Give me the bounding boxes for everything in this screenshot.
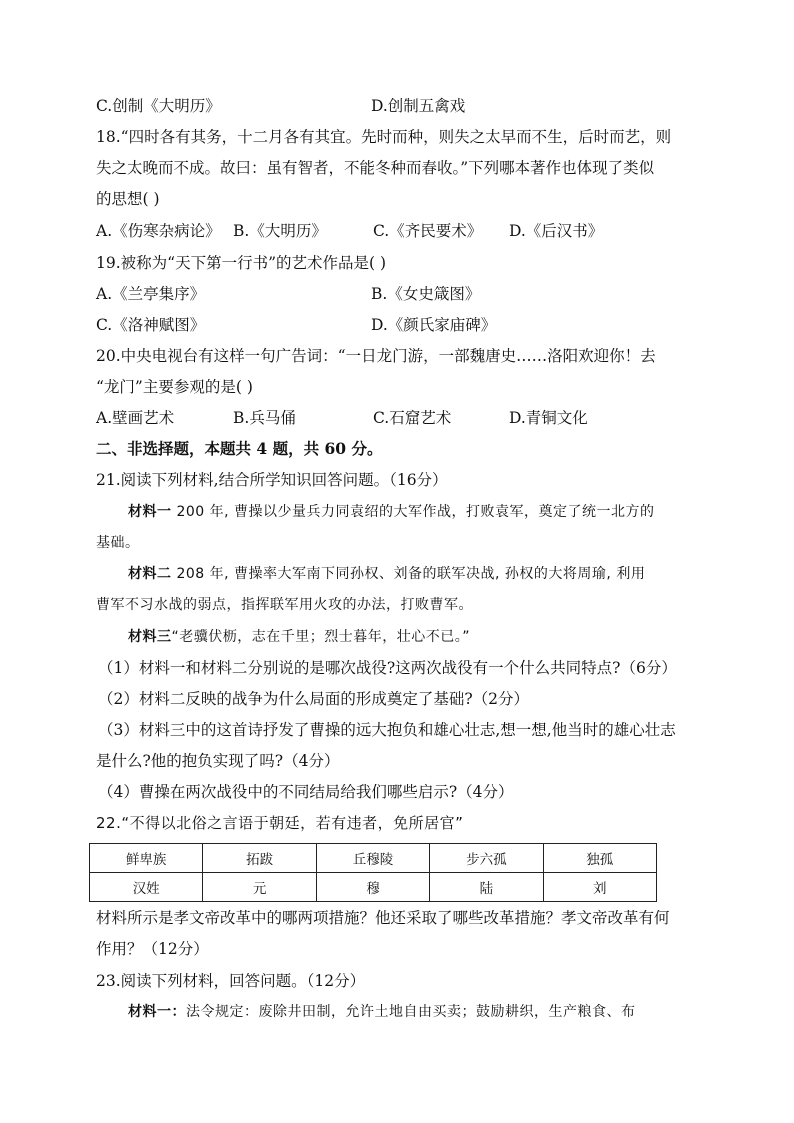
q23-stem: 23.阅读下列材料，回答问题。（12分）: [96, 972, 366, 990]
q23-material1-text: 法令规定：废除井田制，允许土地自由买卖；鼓励耕织，生产粮食、布: [186, 1004, 636, 1020]
table-cell: 丘穆陵: [316, 844, 429, 873]
q21-subquestion-3-line1: （3）材料三中的这首诗抒发了曹操的远大抱负和雄心壮志,想一想,他当时的雄心壮志: [98, 721, 676, 739]
table-cell: 步六孤: [430, 844, 543, 873]
surname-table: [89, 843, 657, 902]
q18-stem-line1: 18.“四时各有其务，十二月各有其宜。先时而种，则失之太早而不生，后时而艺，则: [96, 128, 672, 146]
q21-subquestion-2: （2）材料二反映的战争为什么局面的形成奠定了基础?（2分）: [98, 690, 530, 708]
q21-material3-line1: [128, 627, 470, 647]
q23-material1-label: 材料一：: [128, 1004, 186, 1020]
q18-stem-line2: 失之太晚而不成。故曰：虽有智者，不能冬种而春收。”下列哪本著作也体现了类似: [96, 159, 655, 177]
q19-option-b: B.《女史箴图》: [371, 285, 481, 303]
q21-material2-line2: 曹军不习水战的弱点，指挥联军用火攻的办法，打败曹军。: [96, 597, 473, 613]
q19-option-c: C.《洛神赋图》: [96, 316, 206, 334]
q17-option-c: C.创制《大明历》: [96, 97, 221, 115]
table-row: [90, 873, 657, 902]
q21-material2-label: 材料二: [128, 566, 172, 582]
q20-stem-line1: 20.中央电视台有这样一句广告词：“一日龙门游，一部魏唐史……洛阳欢迎你！去: [96, 347, 656, 365]
q19-stem: 19.被称为“天下第一行书”的艺术作品是( ): [96, 254, 387, 272]
table-cell: 汉姓: [90, 873, 203, 902]
q18-option-b: B.《大明历》: [233, 222, 327, 240]
table-row: [90, 844, 657, 873]
q20-option-b: B.兵马俑: [233, 409, 296, 427]
q21-material3-text: “老骥伏枥，志在千里；烈士暮年，壮心不已。”: [171, 629, 471, 645]
table-cell: 穆: [316, 873, 429, 902]
table-cell: 陆: [430, 873, 543, 902]
q21-subquestion-1: （1）材料一和材料二分别说的是哪次战役?这两次战役有一个什么共同特点?（6分）: [98, 659, 677, 677]
q20-option-a: A.壁画艺术: [96, 409, 175, 427]
q21-material1-label: 材料一: [128, 504, 172, 520]
section2-heading: 二、非选择题，本题共 4 题，共 60 分。: [96, 439, 383, 458]
q18-option-a: A.《伤寒杂病论》: [96, 222, 221, 240]
q21-subquestion-4: （4）曹操在两次战役中的不同结局给我们哪些启示?（4分）: [98, 783, 514, 801]
table-cell: 独孤: [543, 844, 656, 873]
q21-subquestion-3-line2: 是什么?他的抱负实现了吗?（4分）: [96, 752, 340, 770]
table-cell: 拓跋: [203, 844, 316, 873]
q20-stem-line2: “龙门”主要参观的是( ): [96, 378, 253, 396]
q23-material1-line1: [128, 1002, 636, 1022]
q17-option-d: D.创制五禽戏: [371, 97, 466, 115]
q22-question-line1: 材料所示是孝文帝改革中的哪两项措施？他还采取了哪些改革措施？孝文帝改革有何: [96, 909, 670, 927]
q19-option-d: D.《颜氏家庙碑》: [371, 316, 497, 334]
q21-material1-line2: 基础。: [96, 535, 140, 551]
q21-material2-line1: [128, 564, 645, 584]
q18-option-c: C.《齐民要术》: [373, 222, 483, 240]
q19-option-a: A.《兰亭集序》: [96, 285, 206, 303]
q21-stem: 21.阅读下列材料,结合所学知识回答问题。（16分）: [96, 471, 448, 489]
q21-material1-text: 200 年, 曹操以少量兵力同袁绍的大军作战，打败袁军，奠定了统一北方的: [171, 504, 655, 520]
q21-material2-text: 208 年, 曹操率大军南下同孙权、刘备的联军决战, 孙权的大将周瑜, 利用: [171, 566, 646, 582]
q18-option-d: D.《后汉书》: [509, 222, 604, 240]
q22-stem: 22.“不得以北俗之言语于朝廷，若有违者，免所居官”: [96, 814, 464, 832]
q21-material1-line1: [128, 502, 655, 522]
q18-stem-line3: 的思想( ): [96, 190, 160, 208]
table-cell: 元: [203, 873, 316, 902]
q21-material3-label: 材料三: [128, 629, 172, 645]
table-cell: 刘: [543, 873, 656, 902]
q22-question-line2: 作用？（12分）: [96, 940, 209, 958]
table-cell: 鲜卑族: [90, 844, 203, 873]
q20-option-c: C.石窟艺术: [373, 409, 452, 427]
q20-option-d: D.青铜文化: [509, 409, 588, 427]
